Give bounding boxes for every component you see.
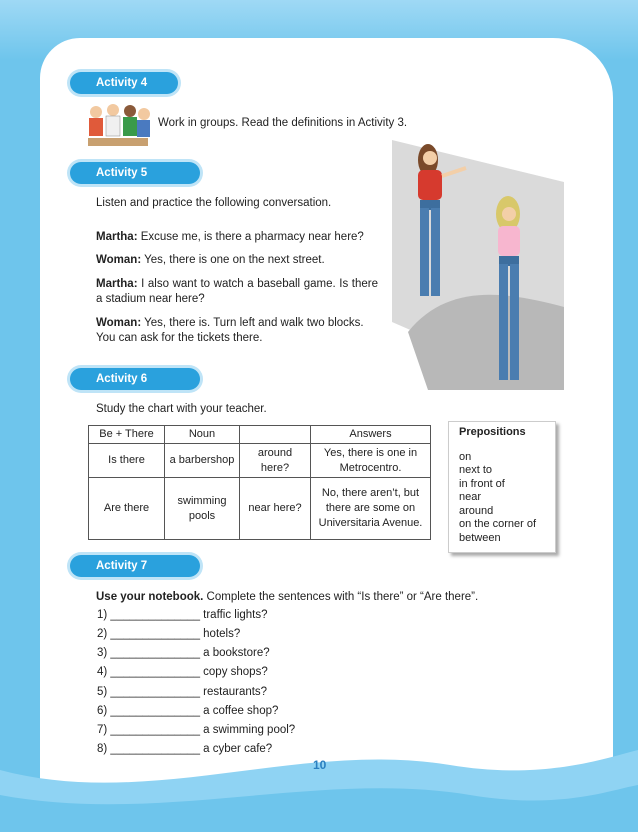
exercise-item-6: 6) ______________ a coffee shop? — [97, 705, 279, 717]
activity-7-badge: Activity 7 — [70, 555, 200, 577]
dialogue-line-1 — [96, 230, 381, 245]
group-students-illustration — [78, 100, 156, 152]
table-cell: Is there — [89, 444, 165, 478]
activity-4-badge: Activity 4 — [70, 72, 178, 94]
header-cell: Noun — [165, 426, 240, 444]
line: Yes, there is one on the next street. — [144, 254, 325, 266]
table-cell: No, there aren’t, but there are some on Universitaria Avenue. — [311, 478, 431, 540]
exercise-item-3: 3) ______________ a bookstore? — [97, 647, 270, 659]
exercise-item-5: 5) ______________ restaurants? — [97, 686, 268, 698]
prepositions-box — [448, 421, 556, 553]
header-cell: Be + There — [89, 426, 165, 444]
exercise-item-8: 8) ______________ a cyber cafe? — [97, 743, 273, 755]
speaker: Martha: — [96, 278, 138, 290]
exercise-item-2: 2) ______________ hotels? — [97, 628, 241, 640]
activity-6-instruction: Study the chart with your teacher. — [96, 403, 267, 415]
bottom-wave — [0, 740, 638, 832]
prepositions-title: Prepositions — [459, 426, 526, 438]
table-cell: around here? — [240, 444, 311, 478]
exercise-item-4: 4) ______________ copy shops? — [97, 666, 268, 678]
preposition-item: on the corner of — [459, 518, 537, 530]
header-cell: Answers — [311, 426, 431, 444]
dialogue-line-4 — [96, 316, 380, 346]
activity-7-lead: Use your notebook. — [96, 591, 204, 603]
activity-6-badge: Activity 6 — [70, 368, 200, 390]
table-row — [89, 478, 431, 540]
table-header-row — [89, 426, 431, 444]
table-row — [89, 444, 431, 478]
grammar-chart — [88, 425, 431, 540]
page-number: 10 — [313, 758, 327, 772]
table-cell: near here? — [240, 478, 311, 540]
dialogue-line-2 — [96, 253, 381, 268]
activity-4-instruction: Work in groups. Read the definitions in Activity 3. — [158, 117, 408, 129]
activity-7-instruction — [96, 590, 478, 605]
preposition-item: next to — [459, 464, 493, 476]
exercise-item-1: 1) ______________ traffic lights? — [97, 609, 268, 621]
street-women-illustration — [388, 132, 568, 392]
table-cell: Are there — [89, 478, 165, 540]
activity-5-badge: Activity 5 — [70, 162, 200, 184]
header-cell — [240, 426, 311, 444]
exercise-item-7: 7) ______________ a swimming pool? — [97, 724, 296, 736]
table-cell: a barbershop — [165, 444, 240, 478]
speaker: Martha: — [96, 231, 138, 243]
speaker: Woman: — [96, 317, 142, 329]
activity-7-instruction-text: Complete the sentences with “Is there” or “Are there”. — [203, 591, 479, 603]
preposition-item: around — [459, 504, 494, 517]
line: Yes, there is. Turn left and walk two blocks. You can ask for the tickets there. — [96, 317, 364, 344]
preposition-item: on — [459, 450, 472, 463]
speaker: Woman: — [96, 254, 142, 266]
line: I also want to watch a baseball game. Is there a stadium near here? — [96, 278, 378, 305]
dialogue-line-3 — [96, 277, 378, 307]
line: Excuse me, is there a pharmacy near here? — [140, 231, 364, 243]
preposition-item: near — [459, 491, 482, 503]
preposition-item: in front of — [459, 477, 505, 490]
preposition-item: between — [459, 531, 501, 544]
table-cell: swimming pools — [165, 478, 240, 540]
activity-5-instruction: Listen and practice the following conversation. — [96, 197, 332, 209]
table-cell: Yes, there is one in Metrocentro. — [311, 444, 431, 478]
